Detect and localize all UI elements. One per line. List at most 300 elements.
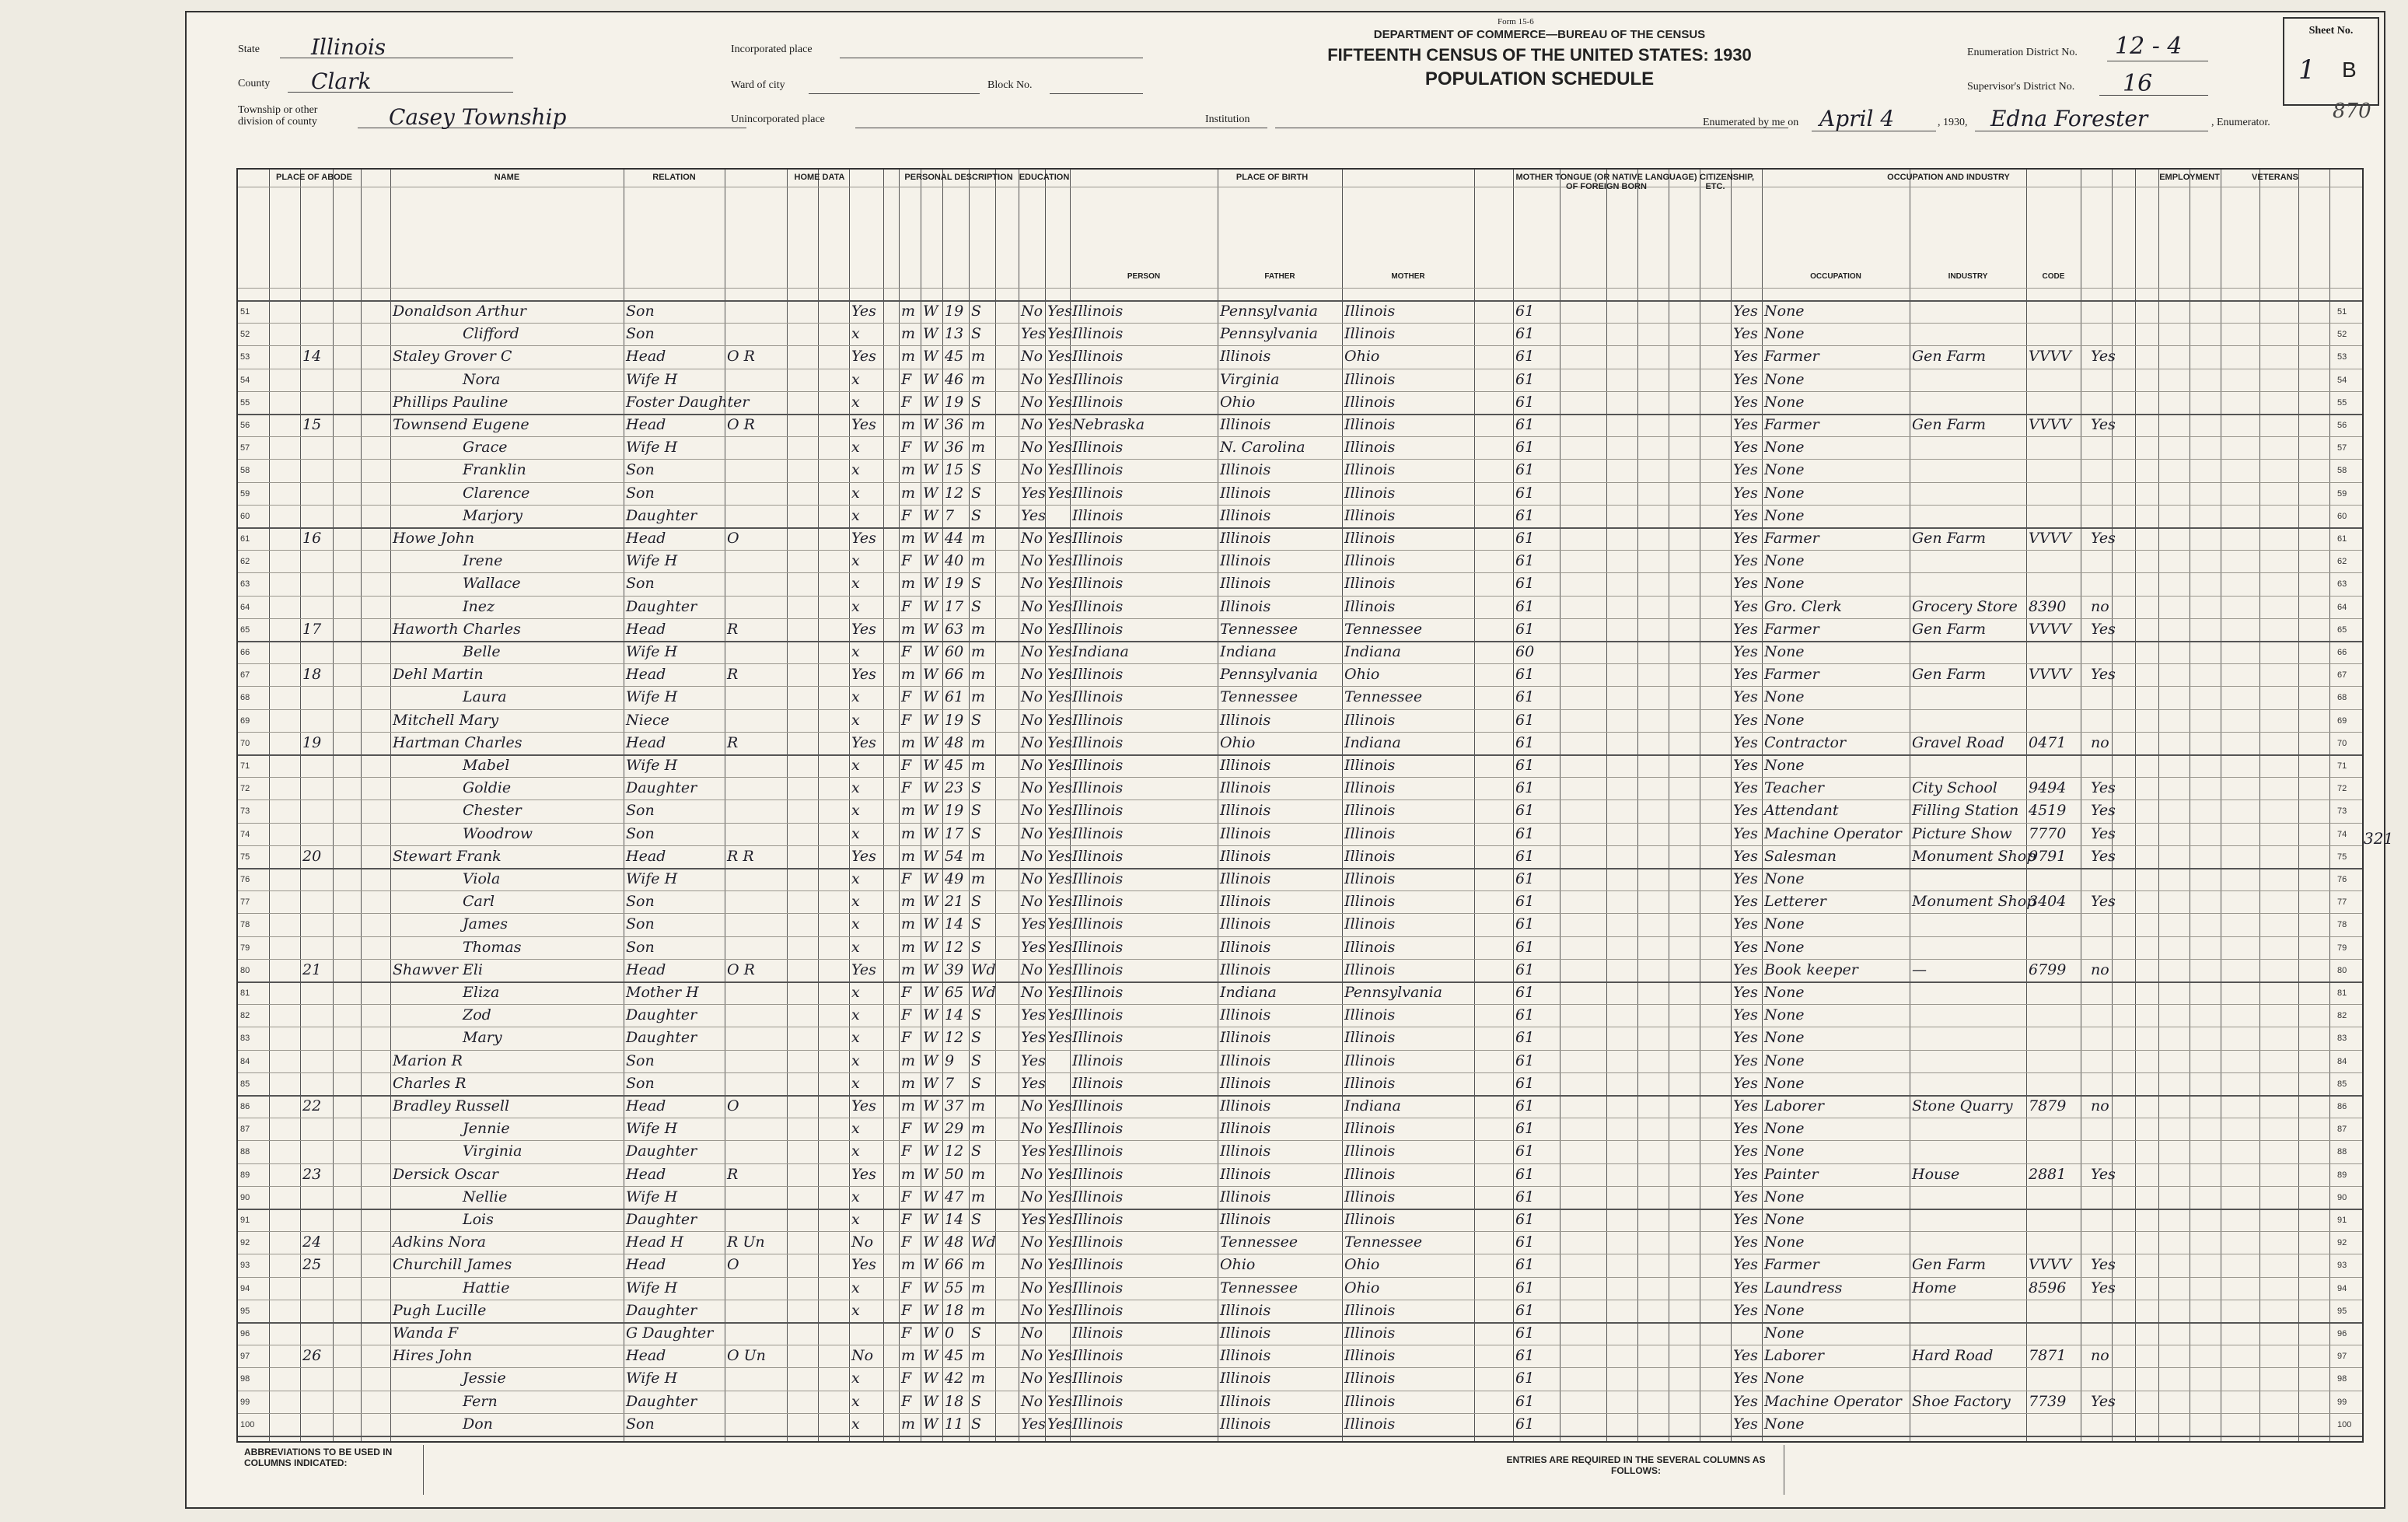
cell-bp: Illinois (1072, 847, 1124, 865)
column-label-occupation: OCCUPATION (1810, 272, 1861, 281)
cell-fbp: Illinois (1220, 1097, 1271, 1114)
cell-occ: None (1764, 688, 1805, 706)
sheet-number-box (2283, 17, 2379, 106)
cell-race: W (923, 938, 938, 956)
enumerated-date: April 4 (1819, 106, 1895, 131)
table-row (238, 754, 2362, 777)
cell-age: 36 (945, 439, 964, 457)
cell-bp: Illinois (1072, 1165, 1124, 1183)
cell-n: 69 (240, 716, 250, 726)
cell-fbp: Illinois (1220, 530, 1271, 547)
group-header-citizenship: CITIZENSHIP, ETC. (1700, 173, 1755, 191)
line-number-right: 85 (2337, 1079, 2347, 1089)
cell-rd: Yes (1047, 1165, 1072, 1183)
cell-rad: x (851, 1051, 860, 1069)
cell-emp: no (2091, 733, 2109, 751)
table-row (238, 686, 2362, 709)
cell-rel: Son (626, 575, 655, 593)
cell-emp: no (2091, 1097, 2109, 1114)
cell-occ: Letterer (1764, 893, 1826, 911)
cell-name: Inez (463, 597, 495, 615)
cell-sch: No (1021, 552, 1043, 570)
cell-sex: m (901, 824, 916, 842)
enum-district-value: 12 - 4 (2115, 33, 2183, 60)
cell-occ: Gro. Clerk (1764, 597, 1842, 615)
cell-race: W (923, 1097, 938, 1114)
cell-mar: m (971, 530, 986, 547)
cell-fbp: Illinois (1220, 461, 1271, 479)
cell-sch: No (1021, 757, 1043, 774)
cell-name: Donaldson Arthur (393, 303, 526, 320)
cell-emp: Yes (2091, 666, 2116, 684)
line-number-right: 69 (2337, 716, 2347, 726)
cell-mbp: Ohio (1344, 348, 1380, 366)
cell-bp: Illinois (1072, 757, 1124, 774)
cell-code: 61 (1515, 984, 1535, 1001)
cell-race: W (923, 847, 938, 865)
cell-code: 61 (1515, 1029, 1535, 1047)
cell-mar: S (971, 1142, 982, 1160)
line-number-right: 87 (2337, 1125, 2347, 1135)
table-row (238, 777, 2362, 799)
cell-sch: No (1021, 666, 1043, 684)
cell-rad: x (851, 439, 860, 457)
cell-bp: Illinois (1072, 620, 1124, 638)
cell-n: 89 (240, 1170, 250, 1180)
cell-rad: x (851, 984, 860, 1001)
cell-ind: — (1912, 960, 1927, 978)
table-row (238, 936, 2362, 959)
cell-name: Townsend Eugene (393, 416, 529, 433)
cell-age: 18 (945, 1392, 964, 1410)
cell-rel: Daughter (626, 1006, 697, 1024)
cell-name: Haworth Charles (393, 620, 521, 638)
line-number-right: 94 (2337, 1283, 2347, 1293)
cell-rad: x (851, 757, 860, 774)
cell-rd: Yes (1047, 1392, 1072, 1410)
cell-name: Bradley Russell (393, 1097, 510, 1114)
cell-code: 61 (1515, 1142, 1535, 1160)
cell-sch: No (1021, 1279, 1043, 1296)
line-number-right: 61 (2337, 534, 2347, 544)
cell-fbp: Indiana (1220, 984, 1277, 1001)
cell-n: 93 (240, 1261, 250, 1271)
cell-race: W (923, 506, 938, 524)
cell-code: 61 (1515, 1279, 1535, 1296)
cell-rel: Son (626, 325, 655, 343)
cell-rel: Daughter (626, 779, 697, 797)
cell-occ: None (1764, 711, 1805, 729)
cell-age: 45 (945, 1347, 964, 1365)
county-value: Clark (311, 68, 372, 94)
cell-rad: x (851, 1392, 860, 1410)
group-header-birth: PLACE OF BIRTH (1235, 173, 1309, 182)
cell-name: Clarence (463, 484, 530, 502)
cell-emp: Yes (2091, 620, 2116, 638)
cell-mar: m (971, 416, 986, 433)
cell-code: 61 (1515, 348, 1535, 366)
cell-code: 61 (1515, 597, 1535, 615)
cell-mbp: Illinois (1344, 461, 1396, 479)
cell-bp: Illinois (1072, 984, 1124, 1001)
cell-sch: No (1021, 733, 1043, 751)
cell-age: 66 (945, 1256, 964, 1274)
cell-age: 19 (945, 802, 964, 820)
cell-sex: m (901, 1074, 916, 1092)
cell-code: 61 (1515, 1051, 1535, 1069)
cell-bp: Illinois (1072, 733, 1124, 751)
cell-sch: No (1021, 1347, 1043, 1365)
cell-fbp: N. Carolina (1220, 439, 1305, 457)
cell-rad: Yes (851, 1256, 876, 1274)
year-suffix: , 1930, (1938, 117, 1968, 128)
cell-rad: x (851, 552, 860, 570)
cell-rel: Head (626, 1256, 666, 1274)
cell-fbp: Illinois (1220, 484, 1271, 502)
cell-emp: Yes (2091, 1256, 2116, 1274)
line-number-right: 77 (2337, 897, 2347, 908)
cell-emp: Yes (2091, 824, 2116, 842)
line-number-right: 100 (2337, 1419, 2352, 1429)
cell-n: 77 (240, 897, 250, 908)
cell-mar: S (971, 1324, 982, 1342)
cell-sch: No (1021, 984, 1043, 1001)
cell-n: 81 (240, 988, 250, 998)
cell-rd: Yes (1047, 733, 1072, 751)
cell-mar: S (971, 1392, 982, 1410)
cell-eng: Yes (1733, 1051, 1758, 1069)
cell-eng: Yes (1733, 1347, 1758, 1365)
cell-dw: 22 (302, 1097, 322, 1114)
cell-sch: No (1021, 597, 1043, 615)
cell-mbp: Indiana (1344, 1097, 1401, 1114)
cell-ho: R Un (727, 1233, 765, 1251)
cell-n: 63 (240, 579, 250, 590)
table-row (238, 527, 2362, 550)
cell-occ: None (1764, 1029, 1805, 1047)
cell-n: 52 (240, 330, 250, 340)
table-row (238, 1300, 2362, 1322)
cell-mar: S (971, 893, 982, 911)
cell-race: W (923, 1256, 938, 1274)
cell-sex: F (901, 1120, 912, 1138)
cell-sex: F (901, 597, 912, 615)
cell-rad: x (851, 393, 860, 411)
cell-eng: Yes (1733, 303, 1758, 320)
cell-age: 65 (945, 984, 964, 1001)
cell-eng: Yes (1733, 1142, 1758, 1160)
cell-fbp: Illinois (1220, 870, 1271, 887)
cell-dw: 15 (302, 416, 322, 433)
cell-name: Virginia (463, 1142, 522, 1160)
cell-n: 65 (240, 625, 250, 635)
line-number-right: 75 (2337, 852, 2347, 862)
cell-occ: None (1764, 325, 1805, 343)
cell-rel: Head (626, 1097, 666, 1114)
cell-eng: Yes (1733, 711, 1758, 729)
cell-bp: Illinois (1072, 1097, 1124, 1114)
cell-n: 57 (240, 443, 250, 453)
cell-eng: Yes (1733, 1233, 1758, 1251)
cell-mbp: Illinois (1344, 325, 1396, 343)
cell-name: Jennie (463, 1120, 510, 1138)
table-row (238, 981, 2362, 1004)
cell-name: Dehl Martin (393, 666, 484, 684)
supervisor-label: Supervisor's District No. (1967, 81, 2075, 93)
cell-eng: Yes (1733, 688, 1758, 706)
cell-age: 42 (945, 1370, 964, 1387)
cell-eng: Yes (1733, 915, 1758, 933)
cell-rad: x (851, 370, 860, 388)
cell-mar: m (971, 620, 986, 638)
cell-rd: Yes (1047, 847, 1072, 865)
cell-rel: Head H (626, 1233, 683, 1251)
cell-occ: Salesman (1764, 847, 1837, 865)
cell-eng: Yes (1733, 1165, 1758, 1183)
cell-code: 61 (1515, 484, 1535, 502)
cell-occ: None (1764, 1006, 1805, 1024)
cell-n: 67 (240, 670, 250, 681)
cell-occ: None (1764, 303, 1805, 320)
cell-occ: None (1764, 870, 1805, 887)
cell-age: 29 (945, 1120, 964, 1138)
cell-occ: Contractor (1764, 733, 1847, 751)
cell-rel: Wife H (626, 1370, 678, 1387)
cell-rad: x (851, 325, 860, 343)
cell-mbp: Illinois (1344, 1370, 1396, 1387)
cell-eng: Yes (1733, 393, 1758, 411)
cell-rd: Yes (1047, 893, 1072, 911)
cell-oc: 7770 (2029, 824, 2067, 842)
cell-rad: x (851, 1029, 860, 1047)
cell-sch: No (1021, 370, 1043, 388)
cell-mbp: Illinois (1344, 757, 1396, 774)
cell-mbp: Illinois (1344, 506, 1396, 524)
table-row (238, 913, 2362, 936)
cell-fbp: Virginia (1220, 370, 1280, 388)
cell-code: 61 (1515, 824, 1535, 842)
table-row (238, 482, 2362, 505)
table-row (238, 1277, 2362, 1300)
cell-mbp: Ohio (1344, 1256, 1380, 1274)
cell-n: 95 (240, 1306, 250, 1316)
unincorporated-label: Unincorporated place (731, 114, 825, 125)
cell-sch: No (1021, 439, 1043, 457)
cell-sex: F (901, 711, 912, 729)
cell-age: 44 (945, 530, 964, 547)
cell-name: Churchill James (393, 1256, 512, 1274)
column-label-code: CODE (2042, 272, 2065, 281)
table-row (238, 959, 2362, 981)
cell-race: W (923, 688, 938, 706)
cell-eng: Yes (1733, 325, 1758, 343)
cell-mbp: Illinois (1344, 1120, 1396, 1138)
cell-oc: 9494 (2029, 779, 2067, 797)
cell-race: W (923, 303, 938, 320)
cell-age: 66 (945, 666, 964, 684)
cell-n: 96 (240, 1329, 250, 1338)
cell-mbp: Illinois (1344, 1324, 1396, 1342)
cell-fbp: Illinois (1220, 1415, 1271, 1433)
cell-fbp: Illinois (1220, 1370, 1271, 1387)
table-row (238, 596, 2362, 618)
cell-race: W (923, 733, 938, 751)
cell-code: 61 (1515, 575, 1535, 593)
line-number-right: 89 (2337, 1170, 2347, 1180)
cell-rel: Foster Daughter (626, 393, 750, 411)
line-number-right: 73 (2337, 806, 2347, 817)
cell-age: 47 (945, 1188, 964, 1205)
cell-mar: m (971, 1188, 986, 1205)
cell-occ: None (1764, 938, 1805, 956)
cell-mbp: Illinois (1344, 779, 1396, 797)
cell-occ: None (1764, 1415, 1805, 1433)
cell-emp: Yes (2091, 1392, 2116, 1410)
cell-occ: Laborer (1764, 1347, 1824, 1365)
block-label: Block No. (987, 79, 1033, 91)
line-number-right: 97 (2337, 1352, 2347, 1362)
cell-n: 99 (240, 1397, 250, 1407)
county-label: County (238, 78, 271, 89)
cell-oc: 7879 (2029, 1097, 2067, 1114)
line-number-right: 88 (2337, 1147, 2347, 1157)
cell-mar: m (971, 870, 986, 887)
cell-rd: Yes (1047, 757, 1072, 774)
cell-mbp: Illinois (1344, 1165, 1396, 1183)
cell-fbp: Illinois (1220, 893, 1271, 911)
cell-mbp: Illinois (1344, 847, 1396, 865)
table-row (238, 436, 2362, 459)
cell-sex: F (901, 1142, 912, 1160)
cell-ho: O R (727, 960, 755, 978)
cell-rad: Yes (851, 530, 876, 547)
table-row (238, 868, 2362, 890)
cell-fbp: Illinois (1220, 575, 1271, 593)
cell-bp: Illinois (1072, 688, 1124, 706)
cell-ind: Grocery Store (1912, 597, 2018, 615)
enumerated-label: Enumerated by me on (1703, 117, 1799, 128)
cell-bp: Illinois (1072, 960, 1124, 978)
cell-n: 70 (240, 738, 250, 748)
cell-sch: Yes (1021, 1051, 1046, 1069)
cell-occ: Laborer (1764, 1097, 1824, 1114)
cell-age: 17 (945, 597, 964, 615)
line-number-right: 76 (2337, 875, 2347, 884)
cell-rd: Yes (1047, 620, 1072, 638)
cell-occ: Book keeper (1764, 960, 1858, 978)
cell-rel: Son (626, 915, 655, 933)
cell-bp: Illinois (1072, 597, 1124, 615)
cell-sex: m (901, 733, 916, 751)
cell-name: Dersick Oscar (393, 1165, 498, 1183)
cell-rel: Son (626, 1074, 655, 1092)
cell-rd: Yes (1047, 348, 1072, 366)
cell-rel: Son (626, 824, 655, 842)
line-number-right: 78 (2337, 920, 2347, 930)
cell-sex: m (901, 484, 916, 502)
cell-sex: m (901, 915, 916, 933)
cell-mar: S (971, 393, 982, 411)
abbrev-title: ABBREVIATIONS TO BE USED IN COLUMNS INDICATED: (244, 1447, 393, 1468)
cell-ho: O (727, 530, 739, 547)
cell-ho: R (727, 733, 739, 751)
cell-sex: F (901, 1279, 912, 1296)
cell-name: Mary (463, 1029, 502, 1047)
line-number-right: 68 (2337, 693, 2347, 703)
cell-code: 61 (1515, 1370, 1535, 1387)
cell-bp: Illinois (1072, 893, 1124, 911)
cell-fbp: Illinois (1220, 847, 1271, 865)
cell-age: 17 (945, 824, 964, 842)
cell-mbp: Illinois (1344, 575, 1396, 593)
cell-rad: Yes (851, 847, 876, 865)
cell-n: 86 (240, 1102, 250, 1111)
cell-mbp: Illinois (1344, 1392, 1396, 1410)
cell-name: Mitchell Mary (393, 711, 499, 729)
cell-occ: Machine Operator (1764, 824, 1902, 842)
cell-rd: Yes (1047, 325, 1072, 343)
cell-dw: 16 (302, 530, 322, 547)
cell-occ: None (1764, 1211, 1805, 1228)
cell-mar: m (971, 552, 986, 570)
cell-rd: Yes (1047, 530, 1072, 547)
cell-mbp: Illinois (1344, 530, 1396, 547)
incorporated-label: Incorporated place (731, 44, 813, 55)
cell-bp: Illinois (1072, 1211, 1124, 1228)
cell-sex: F (901, 779, 912, 797)
cell-ind: Gen Farm (1912, 530, 1987, 547)
cell-rd: Yes (1047, 552, 1072, 570)
cell-mar: S (971, 1074, 982, 1092)
cell-dw: 18 (302, 666, 322, 684)
cell-code: 61 (1515, 1006, 1535, 1024)
cell-sch: Yes (1021, 506, 1046, 524)
cell-ho: R (727, 620, 739, 638)
cell-sch: Yes (1021, 915, 1046, 933)
cell-eng: Yes (1733, 733, 1758, 751)
cell-sch: No (1021, 893, 1043, 911)
cell-eng: Yes (1733, 620, 1758, 638)
cell-age: 18 (945, 1301, 964, 1319)
cell-eng: Yes (1733, 530, 1758, 547)
cell-race: W (923, 711, 938, 729)
cell-rd: Yes (1047, 870, 1072, 887)
cell-rel: Son (626, 1051, 655, 1069)
cell-sch: No (1021, 461, 1043, 479)
cell-name: Viola (463, 870, 501, 887)
cell-rel: Wife H (626, 439, 678, 457)
cell-rd: Yes (1047, 666, 1072, 684)
table-row (238, 845, 2362, 868)
line-number-right: 82 (2337, 1011, 2347, 1021)
cell-bp: Illinois (1072, 1347, 1124, 1365)
cell-mbp: Illinois (1344, 1415, 1396, 1433)
cell-eng: Yes (1733, 1006, 1758, 1024)
cell-occ: Farmer (1764, 348, 1819, 366)
cell-age: 50 (945, 1165, 964, 1183)
cell-oc: 8390 (2029, 597, 2067, 615)
cell-code: 61 (1515, 393, 1535, 411)
cell-rd: Yes (1047, 643, 1072, 660)
cell-mbp: Illinois (1344, 1188, 1396, 1205)
cell-code: 61 (1515, 1120, 1535, 1138)
line-number-right: 57 (2337, 443, 2347, 453)
cell-race: W (923, 915, 938, 933)
cell-sex: F (901, 1233, 912, 1251)
cell-mar: m (971, 1256, 986, 1274)
cell-rel: Daughter (626, 1029, 697, 1047)
cell-race: W (923, 393, 938, 411)
